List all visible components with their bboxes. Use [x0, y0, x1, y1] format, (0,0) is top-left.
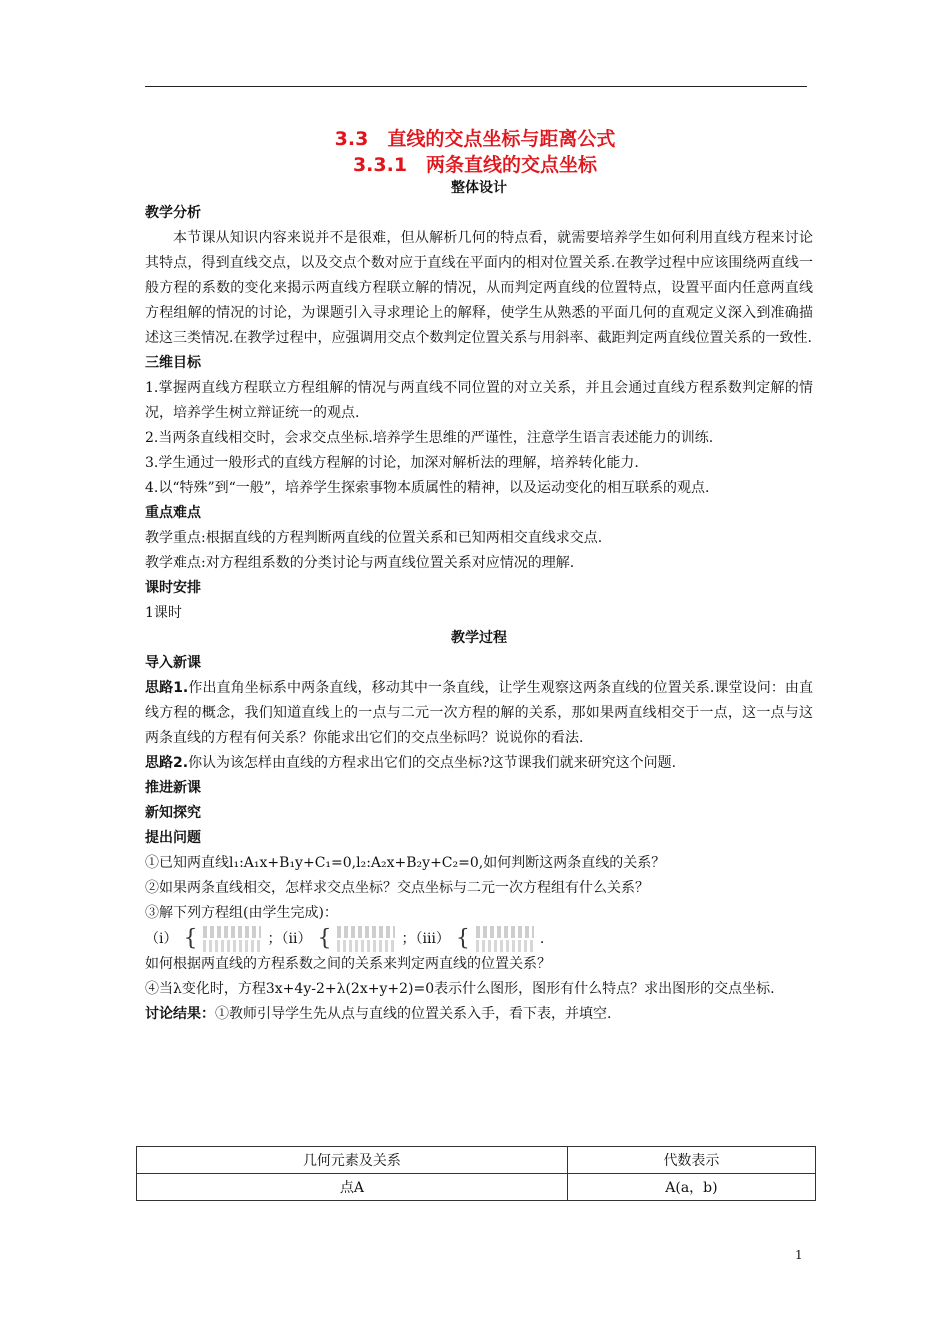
equation-system-ii: [337, 926, 395, 952]
system-i-label: （ⅰ）: [145, 930, 178, 947]
section-title: 3.3 直线的交点坐标与距离公式: [334, 128, 616, 150]
table-header-row: [137, 1147, 816, 1174]
discussion-text: ①教师引导学生先从点与直线的位置关系入手，看下表，并填空.: [215, 1006, 612, 1022]
table-cell: 点A: [137, 1174, 568, 1201]
page-number: 1: [795, 1248, 803, 1262]
objective-item: 1.掌握两直线方程联立方程组解的情况与两直线不同位置的对立关系，并且会通过直线方程系数判定解的情况，培养学生树立辩证统一的观点.: [145, 380, 813, 421]
schedule-text: 1课时: [145, 605, 182, 621]
teaching-analysis-text: 本节课从知识内容来说并不是很难，但从解析几何的特点看，就需要培养学生如何利用直线方程来讨论其特点，得到直线交点，以及交点个数对应于直线在平面内的相对位置关系.在教学过程中应该围绕两直线一般方程的系数的变化来揭示两直线方程联立解的情况，从而判定两直线的位置特点，设置平面内任意两直线方程组解的情况的讨论，为课题引入寻求理论上的解释，使学生从熟悉的平面几何的直观定义深入到准确描述这三类情况.在教学过程中，应强调用交点个数判定位置关系与用斜率、截距判定两直线位置关系的一致性.: [145, 230, 813, 346]
key-point-item: 教学重点:根据直线的方程判断两直线的位置关系和已知两相交直线求交点.: [145, 530, 603, 546]
brace-icon: {: [455, 926, 470, 951]
advance-heading: 推进新课: [145, 780, 201, 796]
question-2: ②如果两条直线相交，怎样求交点坐标？交点坐标与二元一次方程组有什么关系？: [145, 880, 649, 896]
equation-system-iii: [476, 926, 534, 952]
schedule-heading: 课时安排: [145, 580, 201, 596]
question-1: ①已知两直线l₁:A₁x+B₁y+C₁=0,l₂:A₂x+B₂y+C₂=0,如何判断这两条直线的关系？: [145, 855, 666, 871]
idea-2-label: 思路2.: [145, 755, 189, 771]
brace-icon: {: [317, 926, 332, 951]
discussion-result: [145, 1002, 813, 1027]
idea-1-label: 思路1.: [145, 680, 189, 696]
question-3b: 如何根据两直线的方程系数之间的关系来判定两直线的位置关系？: [145, 956, 551, 972]
key-points-heading: 重点难点: [145, 505, 201, 521]
explore-heading: 新知探究: [145, 805, 201, 821]
question-3: ③解下列方程组(由学生完成)：: [145, 905, 338, 921]
intro-heading: 导入新课: [145, 655, 201, 671]
table-cell: A(a，b): [567, 1174, 815, 1201]
objectives-heading: 三维目标: [145, 355, 201, 371]
overall-design-heading: 整体设计: [451, 180, 507, 196]
systems-end: .: [539, 930, 545, 947]
equation-system-i: [203, 926, 261, 952]
teaching-analysis-heading: 教学分析: [145, 205, 201, 221]
system-iii-label: ；（ⅲ）: [401, 930, 450, 947]
idea-1-text: 作出直角坐标系中两条直线，移动其中一条直线，让学生观察这两条直线的位置关系.课堂设问：由直线方程的概念，我们知道直线上的一点与二元一次方程的解的关系，那如果两直线相交于一点，这一点与这两条直线的方程有何关系？你能求出它们的交点坐标吗？说说你的看法.: [145, 680, 814, 746]
questions-heading: 提出问题: [145, 830, 201, 846]
idea-1: [145, 676, 813, 751]
brace-icon: {: [183, 926, 198, 951]
idea-2: [145, 751, 813, 776]
idea-2-text: 你认为该怎样由直线的方程求出它们的交点坐标?这节课我们就来研究这个问题.: [188, 755, 677, 771]
discussion-label: 讨论结果：: [145, 1006, 215, 1022]
relation-table: [136, 1146, 816, 1201]
question-4: ④当λ变化时，方程3x+4y-2+λ(2x+y+2)=0表示什么图形，图形有什么特点？求出图形的交点坐标.: [145, 981, 775, 997]
document-body: [145, 176, 813, 1027]
table-row: [137, 1174, 816, 1201]
objective-item: 3.学生通过一般形式的直线方程解的讨论，加深对解析法的理解，培养转化能力.: [145, 455, 639, 471]
system-ii-label: ；（ⅱ）: [267, 930, 312, 947]
table-header-cell: 几何元素及关系: [137, 1147, 568, 1174]
header-rule: [145, 86, 807, 87]
subsection-title: 3.3.1 两条直线的交点坐标: [352, 154, 598, 176]
objective-item: 2.当两条直线相交时，会求交点坐标.培养学生思维的严谨性，注意学生语言表述能力的训练.: [145, 430, 714, 446]
equation-systems-line: [145, 926, 813, 952]
objective-item: 4.以“特殊”到“一般”，培养学生探索事物本质属性的精神，以及运动变化的相互联系的观点.: [145, 480, 710, 496]
key-point-item: 教学难点:对方程组系数的分类讨论与两直线位置关系对应情况的理解.: [145, 555, 575, 571]
table-header-cell: 代数表示: [567, 1147, 815, 1174]
process-heading: 教学过程: [451, 630, 507, 646]
